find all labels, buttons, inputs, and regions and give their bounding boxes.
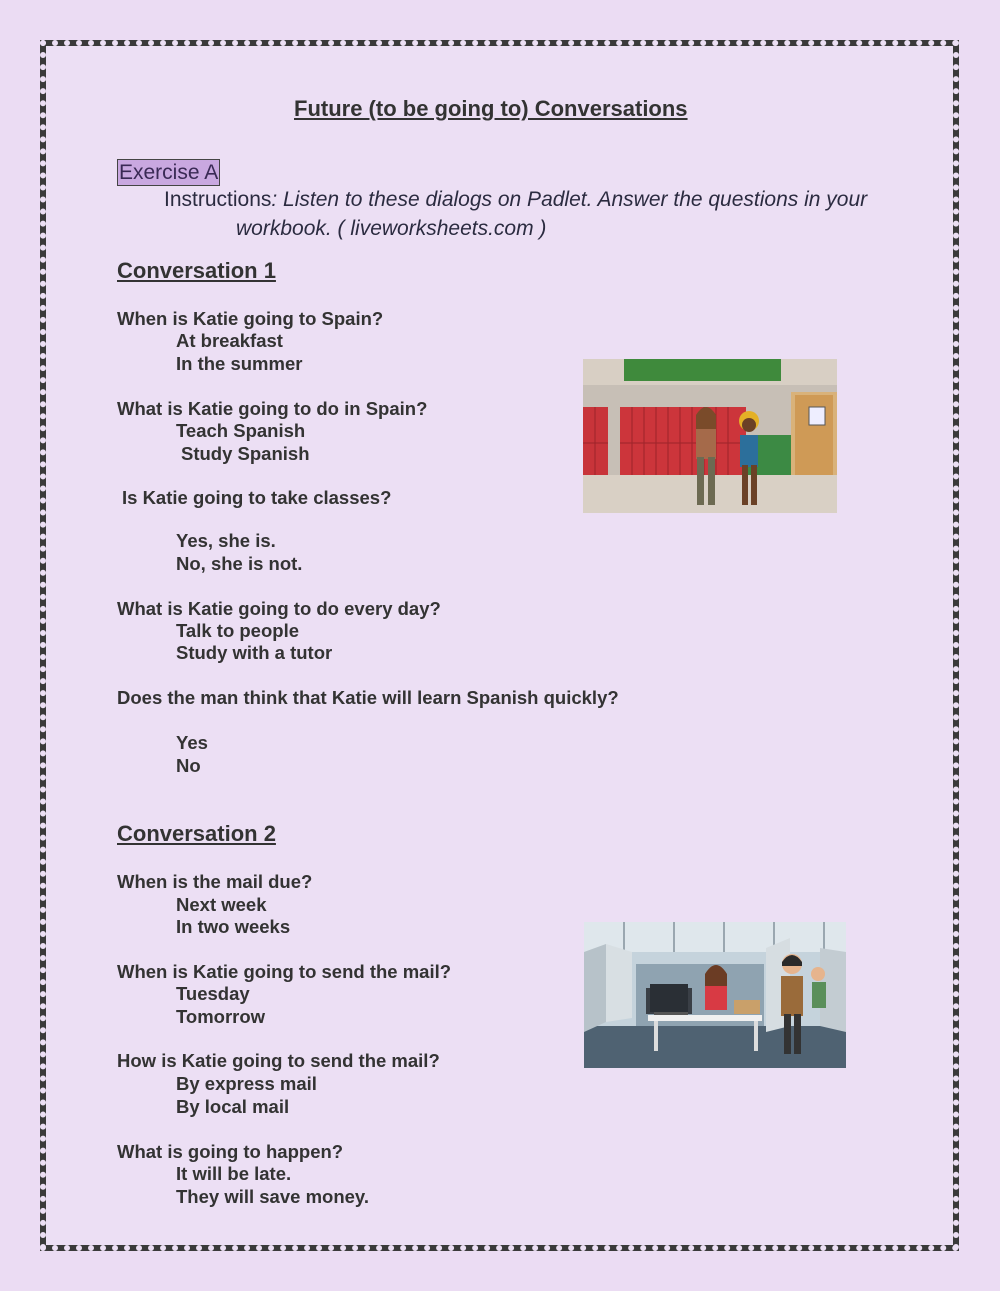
question: Is Katie going to take classes?	[122, 487, 392, 508]
question: What is Katie going to do in Spain?	[117, 398, 428, 419]
answer-option[interactable]: They will save money.	[176, 1186, 369, 1207]
answer-option[interactable]: Study Spanish	[181, 443, 310, 464]
answer-option[interactable]: Tomorrow	[176, 1006, 266, 1027]
hallway-illustration	[583, 359, 837, 513]
office-scene-svg	[584, 922, 846, 1068]
office-illustration	[584, 922, 846, 1068]
exercise-label: Exercise A	[119, 161, 219, 184]
question: When is the mail due?	[117, 871, 313, 892]
question: When is Katie going to send the mail?	[117, 961, 452, 982]
answer-option[interactable]: Yes, she is.	[176, 530, 276, 551]
question: How is Katie going to send the mail?	[117, 1050, 440, 1071]
answer-option[interactable]: By local mail	[176, 1096, 290, 1117]
instructions-line-1	[164, 188, 867, 212]
instructions-lead: Instructions	[164, 188, 272, 211]
question: Does the man think that Katie will learn Spanish quickly?	[117, 687, 619, 708]
answer-option[interactable]: Yes	[176, 732, 208, 753]
answer-option[interactable]: No, she is not.	[176, 553, 303, 574]
question: What is Katie going to do every day?	[117, 598, 441, 619]
instructions-text: : Listen to these dialogs on Padlet. Answer the questions in your	[271, 188, 868, 211]
question: When is Katie going to Spain?	[117, 308, 384, 329]
instructions-line-2: workbook. ( liveworksheets.com )	[236, 217, 547, 240]
page-title: Future (to be going to) Conversations	[294, 96, 688, 121]
answer-option[interactable]: At breakfast	[176, 330, 283, 351]
answer-option[interactable]: No	[176, 755, 201, 776]
question: What is going to happen?	[117, 1141, 344, 1162]
answer-option[interactable]: Tuesday	[176, 983, 250, 1004]
answer-option[interactable]: Teach Spanish	[176, 420, 306, 441]
conversation-1-heading: Conversation 1	[117, 258, 276, 283]
hallway-scene-svg	[583, 359, 837, 513]
answer-option[interactable]: Study with a tutor	[176, 642, 333, 663]
answer-option[interactable]: In the summer	[176, 353, 303, 374]
answer-option[interactable]: In two weeks	[176, 916, 291, 937]
answer-option[interactable]: It will be late.	[176, 1163, 292, 1184]
conversation-2-heading: Conversation 2	[117, 821, 276, 846]
answer-option[interactable]: Next week	[176, 894, 267, 915]
answer-option[interactable]: Talk to people	[176, 620, 300, 641]
answer-option[interactable]: By express mail	[176, 1073, 317, 1094]
